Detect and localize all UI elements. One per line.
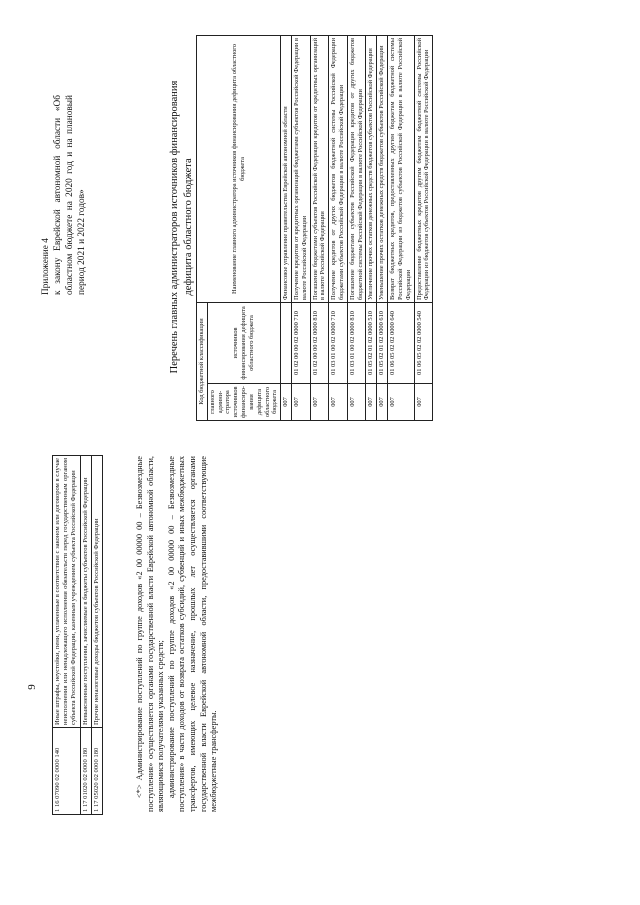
source-name: Уменьшение прочих остатков денежных средств бюджетов субъектов Российской Федерации <box>377 36 388 303</box>
admin-code: 007 <box>347 383 366 420</box>
source-code: 01 05 02 01 02 0000 510 <box>366 302 377 383</box>
table-row <box>281 36 292 421</box>
source-name: Получение кредитов от кредитных организаций бюджетами субъектов Российской Федерации в валюте Российской Федерации <box>291 36 310 303</box>
footnote <box>135 456 220 812</box>
source-code: 01 02 00 00 02 0000 710 <box>291 302 310 383</box>
income-code: 1 16 07090 02 0000 140 <box>53 728 81 815</box>
source-name: Возврат бюджетных кредитов, предоставленных другим бюджетам бюджетной системы Российской Федерации из бюджетов субъектов Российской Федерации в валюте Российской Федерации <box>388 36 414 303</box>
table-row <box>91 456 102 815</box>
source-name: Увеличение прочих остатков денежных средств бюджетов субъектов Российской Федерации <box>366 36 377 303</box>
source-name: Погашение бюджетами субъектов Российской Федерации кредитов от кредитных организаций в валюте Российской Федерации <box>310 36 329 303</box>
annex-law-reference: к закону Еврейской автономной области «Об областном бюджете на 2020 год и на плановый период 2021 и 2022 годов» <box>53 95 88 295</box>
annex-header <box>40 95 88 295</box>
table-row <box>377 36 388 421</box>
source-code: 01 03 01 00 02 0000 710 <box>329 302 348 383</box>
header-source-code: источников финансирования дефицита областного бюджета <box>207 302 280 383</box>
income-name: Прочие неналоговые доходы бюджетов субъектов Российской Федерации <box>91 456 102 728</box>
document-title <box>168 37 195 417</box>
income-name: Иные штрафы, неустойки, пени, уплаченные в соответствии с законом или договором в случае неисполнения или ненадлежащего исполнения обязательств перед государственным органом субъекта Российской Федерации, казенным учреждением субъекта Российской Федерации <box>53 456 81 728</box>
admin-code: 007 <box>388 383 414 420</box>
source-code: 01 03 01 00 02 0000 810 <box>347 302 366 383</box>
income-codes-continuation-table <box>52 455 103 815</box>
admin-code: 007 <box>366 383 377 420</box>
income-code: 1 17 05020 02 0000 180 <box>91 728 102 815</box>
table-row <box>347 36 366 421</box>
title-line-1: Перечень главных администраторов источников финансирования <box>169 80 180 374</box>
table-row <box>310 36 329 421</box>
title-line-2: дефицита областного бюджета <box>182 158 194 296</box>
source-code: 01 06 05 02 02 0000 540 <box>414 302 433 383</box>
income-code: 1 17 01020 02 0000 180 <box>80 728 91 815</box>
page-number: 9 <box>26 684 38 690</box>
table-row <box>414 36 433 421</box>
table-row <box>53 456 81 815</box>
header-budget-classification: Код бюджетной классификации <box>197 302 208 420</box>
source-name: Финансовое управление правительства Еврейской автономной области <box>281 36 292 303</box>
annex-number: Приложение 4 <box>41 238 51 295</box>
admin-code: 007 <box>414 383 433 420</box>
table-header-row <box>197 36 208 421</box>
deficit-sources-table <box>196 35 433 421</box>
source-code: 01 02 00 00 02 0000 810 <box>310 302 329 383</box>
table-row <box>291 36 310 421</box>
admin-code: 007 <box>377 383 388 420</box>
table-row <box>366 36 377 421</box>
source-name: Предоставление бюджетных кредитов другим бюджетам бюджетной системы Российской Федерации из бюджетов субъектов Российской Федерации в валюте Российской Федерации <box>414 36 433 303</box>
table-row <box>329 36 348 421</box>
source-name: Получение кредитов от других бюджетов бюджетной системы Российской Федерации бюджетами субъектов Российской Федерации в валюте Российской Федерации <box>329 36 348 303</box>
source-name: Погашение бюджетами субъектов Российской Федерации кредитов от других бюджетов бюджетной системы Российской Федерации в валюте Российской Федерации <box>347 36 366 303</box>
header-name: Наименование главного администратора источников финансирования дефицита областного бюджета <box>197 36 281 303</box>
table-row <box>388 36 414 421</box>
header-admin-code: главного админи-стратора источников финансиро-вания дефицита областного бюджета <box>207 383 280 420</box>
footnote-paragraph-2: администрирование поступлений по группе доходов «2 00 00000 00 – Безвозмездные поступления» в части доходов от возврата остатков субсидий, субвенций и иных межбюджетных трансфертов, имеющих целевое назначение, прошлых лет осуществляется органами государственной власти Еврейской автономной области, предоставившими соответствующие межбюджетные трансферты. <box>166 456 219 812</box>
income-name: Невыясненные поступления, зачисляемые в бюджеты субъектов Российской Федерации <box>80 456 91 728</box>
source-code: 01 05 02 01 02 0000 610 <box>377 302 388 383</box>
admin-code: 007 <box>291 383 310 420</box>
footnote-paragraph-1: <*> Администрирование поступлений по группе доходов «2 00 00000 00 – Безвозмездные поступления» осуществляется органами государственной власти Еврейской автономной области, являющимися получателями указанных средств; <box>135 456 166 812</box>
admin-code: 007 <box>329 383 348 420</box>
source-code <box>281 302 292 383</box>
admin-code: 007 <box>310 383 329 420</box>
source-code: 01 06 05 02 02 0000 640 <box>388 302 414 383</box>
table-row <box>80 456 91 815</box>
admin-code: 007 <box>281 383 292 420</box>
